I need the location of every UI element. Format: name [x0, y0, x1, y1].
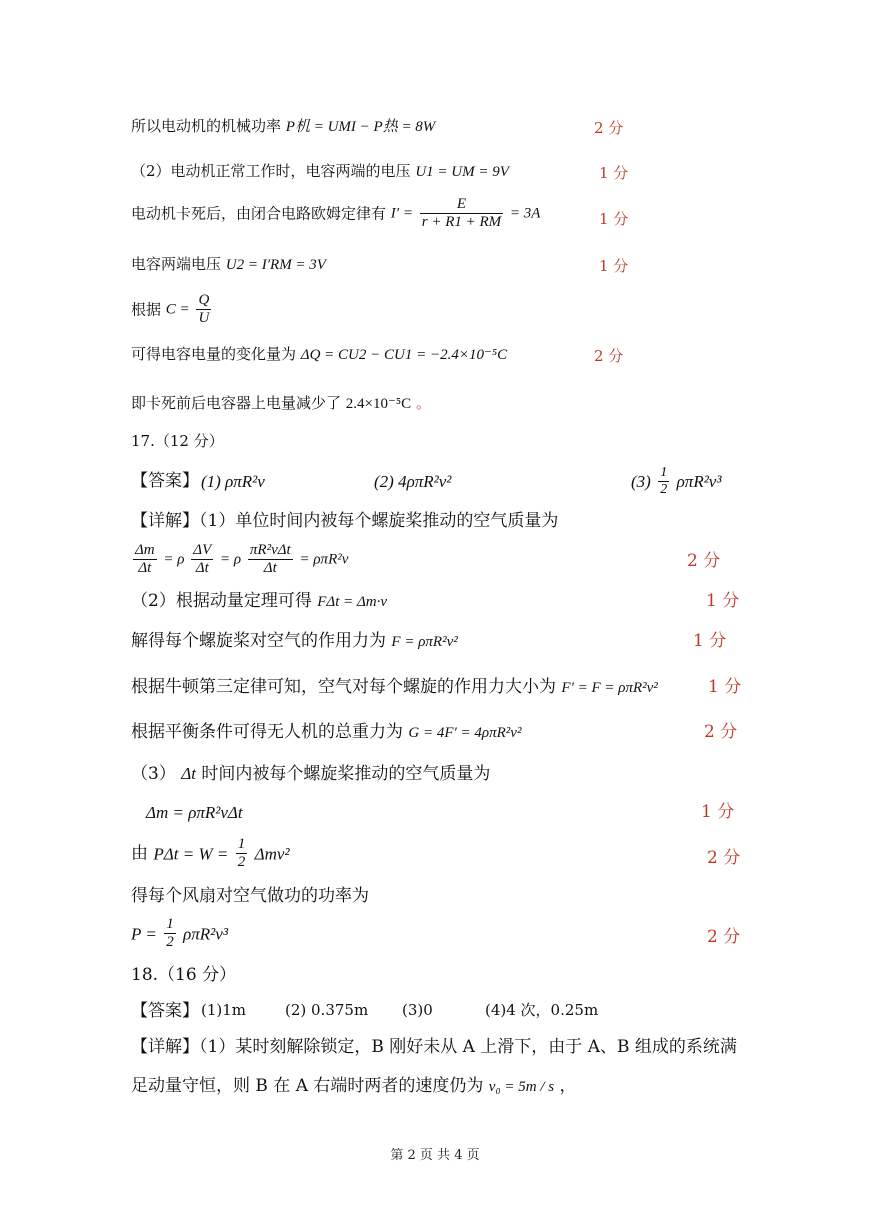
text: （2）根据动量定理可得: [131, 591, 312, 611]
equation-17-mass: Δm = ρπR²vΔt: [146, 803, 243, 822]
text: 电容两端电压: [131, 255, 222, 273]
detail-18-line2: [131, 1078, 577, 1095]
denominator: Δt: [195, 560, 209, 577]
line-capacitor-u2: [131, 257, 326, 273]
denominator: Δt: [263, 560, 277, 577]
denominator: 2: [660, 482, 668, 498]
punctuation: ，: [559, 1076, 577, 1096]
fraction: [248, 542, 293, 578]
numerator: E: [420, 196, 503, 214]
score: 1 分: [706, 591, 740, 611]
score: 2 分: [594, 119, 624, 137]
text: 根据牛顿第三定律可知，空气对每个螺旋的作用力大小为: [131, 677, 556, 697]
equation-17-mass-rate: [131, 542, 348, 578]
fraction: [658, 465, 669, 498]
equation: 2.4×10⁻⁵C: [345, 396, 412, 412]
operator: = ρ: [163, 551, 185, 568]
answer-part-1: (1)1m: [201, 1001, 247, 1019]
equation-lhs: C =: [165, 301, 190, 318]
equation: G = 4F′ = 4ρπR²v²: [408, 725, 522, 741]
text: 可得电容电量的变化量为: [131, 345, 297, 363]
answer-part-2: (2) 4ρπR²v²: [374, 472, 452, 491]
punctuation: 。: [415, 394, 431, 412]
fraction: [420, 196, 503, 232]
answer-part-4: (4)4 次，0.25m: [485, 1001, 599, 1019]
text: 解得每个螺旋桨对空气的作用力为: [131, 631, 386, 651]
fraction: [236, 836, 248, 872]
fraction: [164, 916, 176, 952]
line-17-part3: [131, 765, 490, 783]
text: 时间内被每个螺旋桨推动的空气质量为: [201, 764, 491, 784]
numerator: Δm: [133, 542, 157, 560]
score: 1 分: [599, 164, 629, 182]
line-capacitor-voltage: [131, 164, 509, 180]
numerator: 1: [164, 916, 176, 934]
denominator: r + R1 + RM: [421, 214, 502, 231]
equation: P =: [131, 924, 157, 944]
score: 2 分: [704, 722, 738, 742]
answer-18: [131, 1003, 731, 1023]
score: 2 分: [707, 927, 741, 947]
fraction: [133, 542, 157, 578]
equation-lhs: I′ =: [390, 205, 413, 222]
answer-label: 【答案】: [131, 471, 199, 491]
question-18-heading: 18.（16 分）: [131, 965, 237, 985]
text: （2）电动机正常工作时，电容两端的电压: [131, 162, 411, 180]
line-17-momentum: [131, 593, 387, 610]
score: 1 分: [599, 210, 629, 228]
numerator: 1: [236, 836, 248, 854]
question-17-heading: 17.（12 分）: [131, 432, 224, 450]
line-17-newton-third: [131, 679, 658, 696]
detail-17-intro: 【详解】（1）单位时间内被每个螺旋桨推动的空气质量为: [131, 511, 559, 531]
text: 根据: [131, 300, 162, 319]
part-label: （3）: [131, 764, 176, 784]
detail-18-line1: 【详解】（1）某时刻解除锁定，B 刚好未从 A 上滑下，由于 A、B 组成的系统满: [131, 1037, 737, 1057]
answer-label: 【答案】: [131, 1001, 199, 1021]
answer-part-1: (1) ρπR²v: [201, 472, 265, 491]
denominator: U: [198, 310, 210, 327]
line-17-equilibrium: [131, 724, 521, 741]
fraction: [191, 542, 213, 578]
line-mechanical-power: [131, 119, 435, 135]
text: 所以电动机的机械功率: [131, 117, 282, 135]
answer-part-3: (3)0: [402, 1001, 433, 1019]
equation-rhs: = 3A: [509, 205, 541, 222]
score: 1 分: [708, 677, 742, 697]
line-17-work: [131, 836, 290, 872]
numerator: ΔV: [191, 542, 213, 560]
line-charge-decrease: [131, 396, 431, 412]
denominator: Δt: [138, 560, 152, 577]
text: 电动机卡死后，由闭合电路欧姆定律有: [131, 204, 387, 223]
text: 由: [131, 843, 148, 864]
answer-part-2: (2) 0.375m: [285, 1001, 369, 1019]
fraction: [196, 292, 211, 328]
line-ohm-law: [131, 196, 540, 232]
denominator: 2: [166, 934, 174, 951]
line-17-power-intro: 得每个风扇对空气做功的功率为: [131, 886, 369, 906]
line-capacitance-formula: [131, 292, 213, 328]
equation-tail: ρπR²v³: [183, 924, 228, 944]
text: 根据平衡条件可得无人机的总重力为: [131, 722, 403, 742]
score: 2 分: [707, 848, 741, 868]
numerator: πR²vΔt: [248, 542, 293, 560]
score: 1 分: [693, 631, 727, 651]
equation: P机 = UMI − P热 = 8W: [285, 119, 436, 135]
score: 2 分: [594, 347, 624, 365]
text: 足动量守恒，则 B 在 A 右端时两者的速度仍为: [131, 1076, 484, 1096]
text: 即卡死前后电容器上电量减少了: [131, 394, 342, 412]
numerator: 1: [658, 465, 669, 482]
score: 1 分: [701, 802, 735, 822]
score: 1 分: [599, 257, 629, 275]
answer-17: [131, 465, 751, 501]
time-symbol: Δt: [181, 764, 196, 783]
equation: v₀ = 5m / s: [488, 1079, 555, 1095]
part-prefix: (3): [631, 472, 651, 492]
equation-17-power: [131, 916, 228, 952]
result: = ρπR²v: [299, 551, 349, 568]
equation: FΔt = Δm·v: [317, 594, 388, 610]
page-footer: 第 2 页 共 4 页: [390, 1148, 480, 1163]
equation: U2 = I′RM = 3V: [225, 257, 326, 273]
equation: ΔQ = CU2 − CU1 = −2.4×10⁻⁵C: [300, 347, 508, 363]
equation: U1 = UM = 9V: [415, 164, 509, 180]
line-charge-change: [131, 347, 507, 363]
line-17-force: [131, 633, 458, 650]
part-expression: ρπR²v³: [676, 472, 722, 492]
numerator: Q: [196, 292, 211, 310]
score: 2 分: [687, 551, 721, 571]
operator: = ρ: [220, 551, 242, 568]
equation: F′ = F = ρπR²v²: [561, 680, 658, 696]
equation: PΔt = W =: [153, 844, 229, 864]
equation: F = ρπR²v²: [391, 634, 458, 650]
denominator: 2: [237, 854, 246, 871]
answer-part-3: [631, 465, 721, 498]
equation-tail: Δmv²: [254, 844, 290, 864]
